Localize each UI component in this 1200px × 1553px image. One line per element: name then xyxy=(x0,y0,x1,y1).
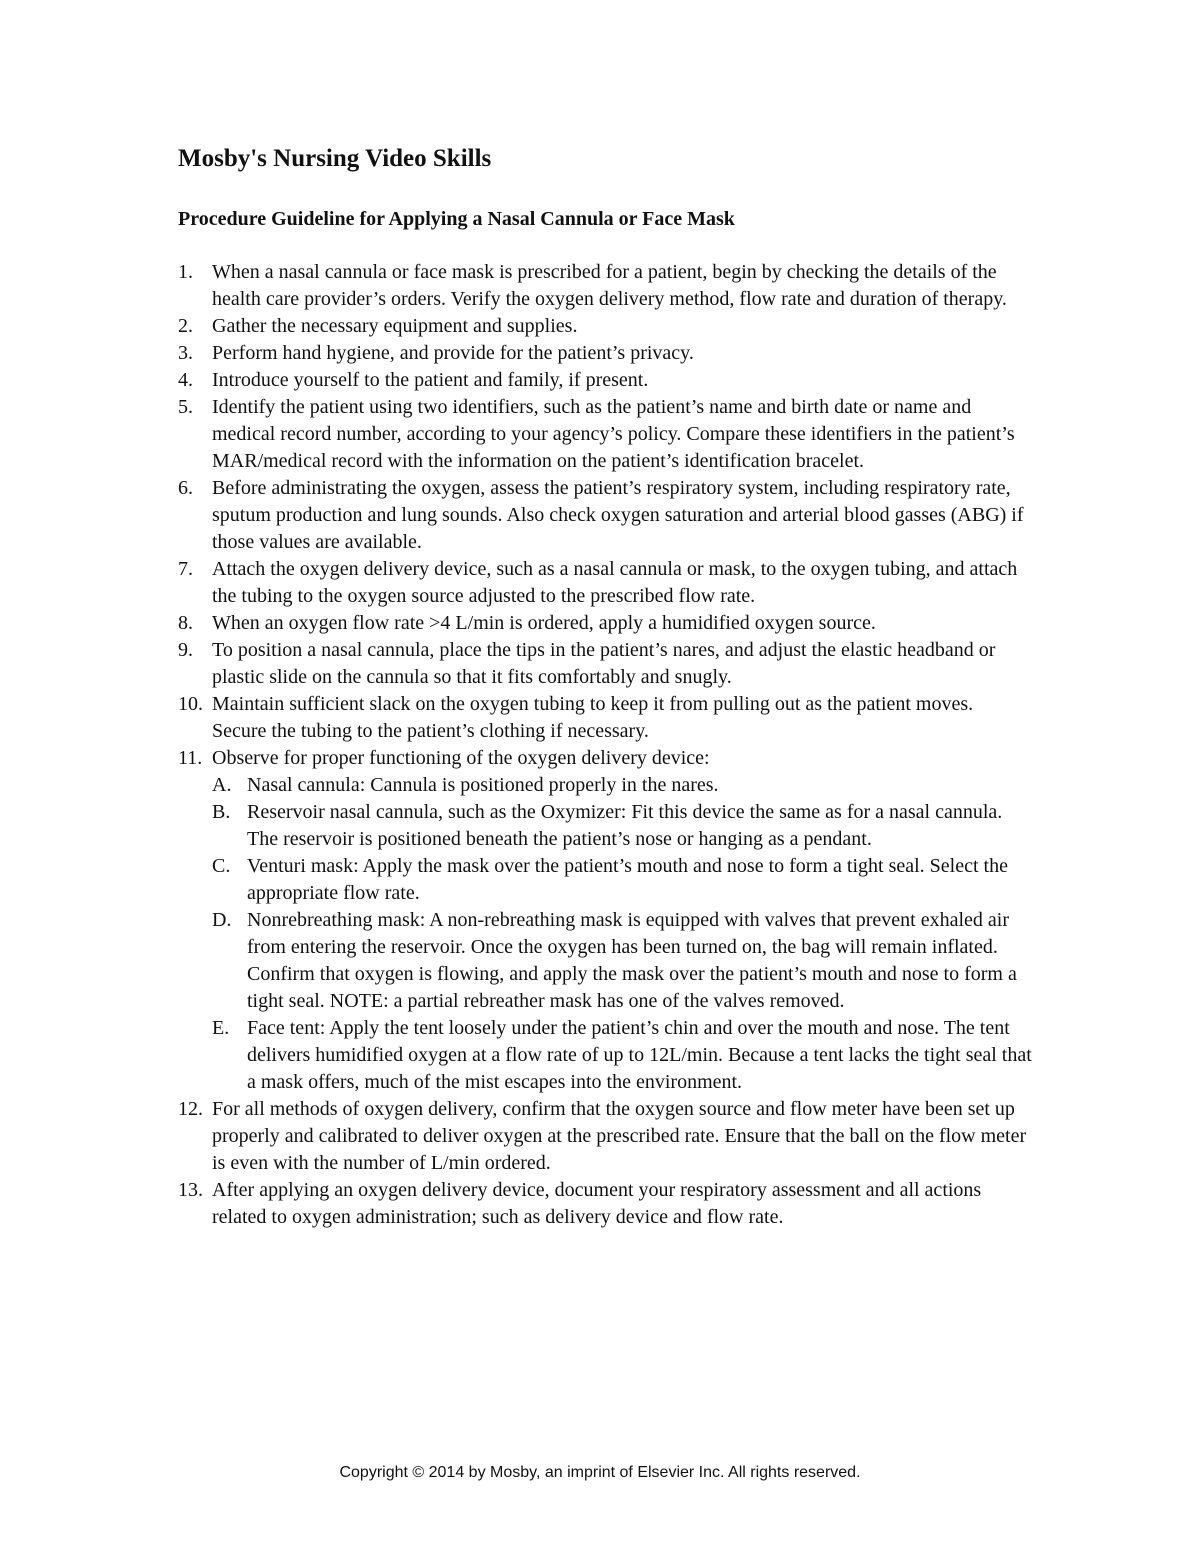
step-item xyxy=(0,556,1032,610)
step-text: Gather the necessary equipment and supplies. xyxy=(212,315,578,337)
step-item xyxy=(0,394,1032,475)
step-item xyxy=(0,259,1032,313)
substep-letter: C. xyxy=(212,855,231,877)
step-text: Identify the patient using two identifiers, such as the patient’s name and birth date or name and medical record number, according to your agency’s policy. Compare these identifiers in the patient’s MAR/medical record with the information on the patient’s identification bracelet. xyxy=(212,396,1015,472)
step-item xyxy=(0,1177,1032,1231)
step-number: 6. xyxy=(178,477,193,499)
substep-item xyxy=(212,853,1032,907)
step-number: 3. xyxy=(178,342,193,364)
step-number: 4. xyxy=(178,369,193,391)
step-text: Maintain sufficient slack on the oxygen tubing to keep it from pulling out as the patient moves. Secure the tubing to the patient’s clothing if necessary. xyxy=(212,693,974,742)
substep-item xyxy=(212,772,1032,799)
procedure-steps xyxy=(0,259,1200,1231)
step-number: 2. xyxy=(178,315,193,337)
substep-item xyxy=(212,907,1032,1015)
substep-text: Nasal cannula: Cannula is positioned properly in the nares. xyxy=(247,774,719,796)
step-text: After applying an oxygen delivery device, document your respiratory assessment and all actions related to oxygen administration; such as delivery device and flow rate. xyxy=(212,1179,982,1228)
step-number: 5. xyxy=(178,396,193,418)
step-text: Attach the oxygen delivery device, such as a nasal cannula or mask, to the oxygen tubing, and attach the tubing to the oxygen source adjusted to the prescribed flow rate. xyxy=(212,558,1018,607)
step-text: Perform hand hygiene, and provide for the patient’s privacy. xyxy=(212,342,694,364)
step-number: 1. xyxy=(178,261,193,283)
step-text: Introduce yourself to the patient and family, if present. xyxy=(212,369,649,391)
copyright-footer: Copyright © 2014 by Mosby, an imprint of Elsevier Inc. All rights reserved. xyxy=(339,1464,861,1481)
substep-letter: A. xyxy=(212,774,232,796)
substep-letter: E. xyxy=(212,1017,230,1039)
substep-letter: B. xyxy=(212,801,231,823)
step-number: 11. xyxy=(178,747,203,769)
step-text: When an oxygen flow rate >4 L/min is ordered, apply a humidified oxygen source. xyxy=(212,612,876,634)
step-number: 7. xyxy=(178,558,193,580)
document-title: Mosby's Nursing Video Skills xyxy=(178,145,492,172)
step-text: To position a nasal cannula, place the tips in the patient’s nares, and adjust the elastic headband or plastic slide on the cannula so that it fits comfortably and snugly. xyxy=(212,639,996,688)
step-number: 12. xyxy=(178,1098,203,1120)
substep-item xyxy=(212,1015,1032,1096)
substep-text: Reservoir nasal cannula, such as the Oxymizer: Fit this device the same as for a nasal cannula. The reservoir is positioned beneath the patient’s nose or hanging as a pendant. xyxy=(247,801,1003,850)
substep-item xyxy=(212,799,1032,853)
step-item xyxy=(0,367,1032,394)
step-item xyxy=(0,313,1032,340)
substep-text: Face tent: Apply the tent loosely under the patient’s chin and over the mouth and nose. The tent delivers humidified oxygen at a flow rate of up to 12L/min. Because a tent lacks the tight seal that a mask offers, much of the mist escapes into the environment. xyxy=(247,1017,1032,1093)
step-item xyxy=(0,1096,1032,1177)
step-item xyxy=(0,610,1032,637)
procedure-title: Procedure Guideline for Applying a Nasal Cannula or Face Mask xyxy=(178,208,735,230)
step-number: 8. xyxy=(178,612,193,634)
step-item xyxy=(0,637,1032,691)
step-text: Before administrating the oxygen, assess the patient’s respiratory system, including respiratory rate, sputum production and lung sounds. Also check oxygen saturation and arterial blood gasses (ABG) if those values are available. xyxy=(212,477,1024,553)
step-text: Observe for proper functioning of the oxygen delivery device: xyxy=(212,747,710,769)
step-item xyxy=(0,691,1032,745)
step-text: For all methods of oxygen delivery, confirm that the oxygen source and flow meter have been set up properly and calibrated to deliver oxygen at the prescribed rate. Ensure that the ball on the flow meter is even with the number of L/min ordered. xyxy=(212,1098,1027,1174)
device-substeps xyxy=(212,772,1032,1096)
step-number: 10. xyxy=(178,693,203,715)
step-item xyxy=(0,340,1032,367)
step-item xyxy=(0,475,1032,556)
step-number: 9. xyxy=(178,639,193,661)
substep-text: Nonrebreathing mask: A non-rebreathing mask is equipped with valves that prevent exhaled air from entering the reservoir. Once the oxygen has been turned on, the bag will remain inflated. Confirm that oxygen is flowing, and apply the mask over the patient’s mouth and nose to form a tight seal. NOTE: a partial rebreather mask has one of the valves removed. xyxy=(247,909,1017,1012)
step-text: When a nasal cannula or face mask is prescribed for a patient, begin by checking the details of the health care provider’s orders. Verify the oxygen delivery method, flow rate and duration of therapy. xyxy=(212,261,1007,310)
step-number: 13. xyxy=(178,1179,203,1201)
substep-letter: D. xyxy=(212,909,232,931)
substep-text: Venturi mask: Apply the mask over the patient’s mouth and nose to form a tight seal. Select the appropriate flow rate. xyxy=(247,855,1008,904)
step-item xyxy=(0,745,1032,1096)
